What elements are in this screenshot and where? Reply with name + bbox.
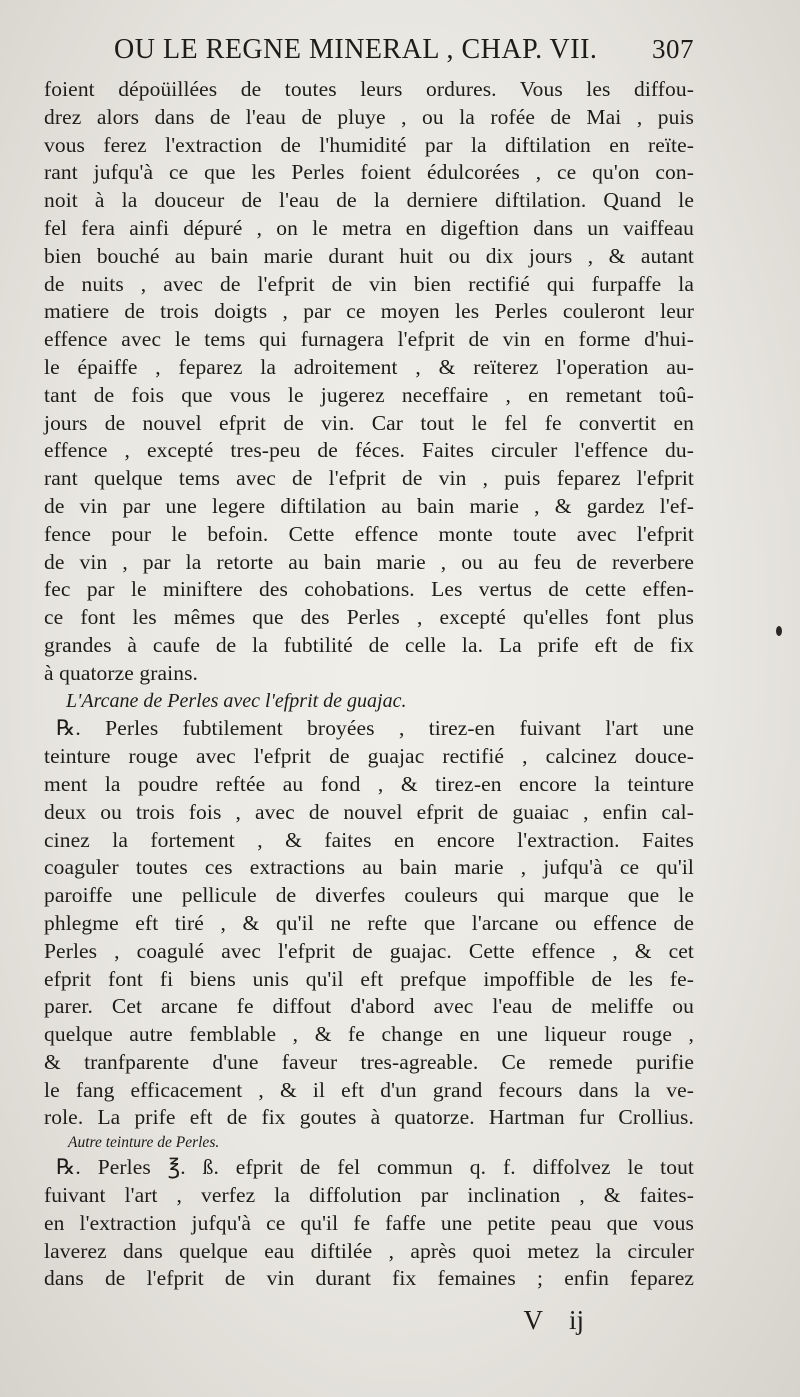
text-line: noit à la douceur de l'eau de la derniere diftilation. Quand le: [44, 188, 694, 213]
text-line: quelque autre femblable , & fe change en une liqueur rouge ,: [44, 1022, 694, 1047]
text-line: rant jufqu'à ce que les Perles foient édulcorées , ce qu'on con-: [44, 160, 694, 185]
text-line: drez alors dans de l'eau de pluye , ou la rofée de Mai , puis: [44, 104, 694, 129]
text-line: ce font les mêmes que des Perles , excepté qu'elles font plus: [44, 605, 694, 630]
signature-letter: V: [523, 1305, 543, 1336]
text-line: parer. Cet arcane fe diffout d'abord avec l'eau de meliffe ou: [44, 994, 694, 1019]
section-heading-teinture: Autre teinture de Perles.: [68, 1134, 220, 1152]
text-line: fec par le miniftere des cohobations. Les vertus de cette effen-: [44, 577, 694, 602]
text-line: ℞. Perles fubtilement broyées , tirez-en fuivant l'art une: [56, 716, 694, 741]
text-line: effence avec le tems qui furnagera l'efprit de vin en forme d'hui-: [44, 327, 694, 352]
signature-numeral: ij: [568, 1305, 584, 1336]
text-line: rant quelque tems avec de l'efprit de vin , puis feparez l'efprit: [44, 466, 694, 491]
text-line: le fang efficacement , & il eft d'un grand fecours dans la ve-: [44, 1077, 694, 1102]
text-line: matiere de trois doigts , par ce moyen les Perles couleront leur: [44, 299, 694, 324]
text-line: dans de l'efprit de vin durant fix femaines ; enfin feparez: [44, 1266, 694, 1291]
text-line: deux ou trois fois , avec de nouvel efprit de guaiac , enfin cal-: [44, 799, 694, 824]
text-line: cinez la fortement , & faites en encore l'extraction. Faites: [44, 827, 694, 852]
text-line: grandes à caufe de la fubtilité de celle la. La prife eft de fix: [44, 632, 694, 657]
text-line: coaguler toutes ces extractions au bain marie , jufqu'à ce qu'il: [44, 855, 694, 880]
paragraph-3: [44, 1154, 694, 1293]
paragraph-1: [44, 76, 694, 688]
text-line: de nuits , avec de l'efprit de vin bien rectifié qui furpaffe la: [44, 271, 694, 296]
text-line: vous ferez l'extraction de l'humidité par la diftilation en reïte-: [44, 132, 694, 157]
text-line: de vin , par la retorte au bain marie , ou au feu de reverbere: [44, 549, 694, 574]
paragraph-2: [44, 715, 694, 1132]
text-line: tant de fois que vous le jugerez neceffaire , en remetant toû-: [44, 382, 694, 407]
running-title: OU LE REGNE MINERAL , CHAP. VII.: [114, 34, 598, 65]
ink-spot: [776, 626, 782, 636]
section-heading-arcane: L'Arcane de Perles avec l'efprit de guajac.: [66, 689, 407, 712]
text-line: à quatorze grains.: [44, 660, 199, 685]
text-line: efprit font fi biens unis qu'il eft prefque impoffible de les fe-: [44, 966, 694, 991]
running-head: [44, 34, 694, 74]
text-line: bien bouché au bain marie durant huit ou dix jours , & autant: [44, 243, 694, 268]
text-line: jours de nouvel efprit de vin. Car tout le fel fe convertit en: [44, 410, 694, 435]
text-line: teinture rouge avec l'efprit de guajac rectifié , calcinez douce-: [44, 744, 694, 769]
text-line: fuivant l'art , verfez la diffolution par inclination , & faites-: [44, 1183, 694, 1208]
text-line: de vin par une legere diftilation au bain marie , & gardez l'ef-: [44, 493, 694, 518]
text-line: laverez dans quelque eau diftilée , après quoi metez la circuler: [44, 1238, 694, 1263]
text-line: Perles , coagulé avec l'efprit de guajac. Cette effence , & cet: [44, 938, 694, 963]
page-number: 307: [652, 34, 694, 64]
text-line: foient dépoüillées de toutes leurs ordures. Vous les diffou-: [44, 77, 694, 101]
text-line: en l'extraction jufqu'à ce qu'il fe faffe une petite peau que vous: [44, 1210, 694, 1235]
text-line: phlegme eft tiré , & qu'il ne refte que l'arcane ou effence de: [44, 910, 694, 935]
text-line: & tranfparente d'une faveur tres-agreable. Ce remede purifie: [44, 1049, 694, 1074]
text-line: le épaiffe , feparez la adroitement , & reïterez l'operation au-: [44, 354, 694, 379]
signature-mark: [44, 1305, 694, 1336]
text-line: effence , excepté tres-peu de féces. Faites circuler l'effence du-: [44, 438, 694, 463]
text-line: ment la poudre reftée au fond , & tirez-en encore la teinture: [44, 771, 694, 796]
text-line: ℞. Perles ℥. ß. efprit de fel commun q. f. diffolvez le tout: [56, 1155, 694, 1180]
text-line: fence pour le befoin. Cette effence monte toute avec l'efprit: [44, 521, 694, 546]
text-line: role. La prife eft de fix goutes à quatorze. Hartman fur Crollius.: [44, 1105, 694, 1130]
text-block: [44, 34, 694, 1336]
text-line: paroiffe une pellicule de diverfes couleurs qui marque que le: [44, 883, 694, 908]
text-line: fel fera ainfi dépuré , on le metra en digeftion dans un vaiffeau: [44, 215, 694, 240]
